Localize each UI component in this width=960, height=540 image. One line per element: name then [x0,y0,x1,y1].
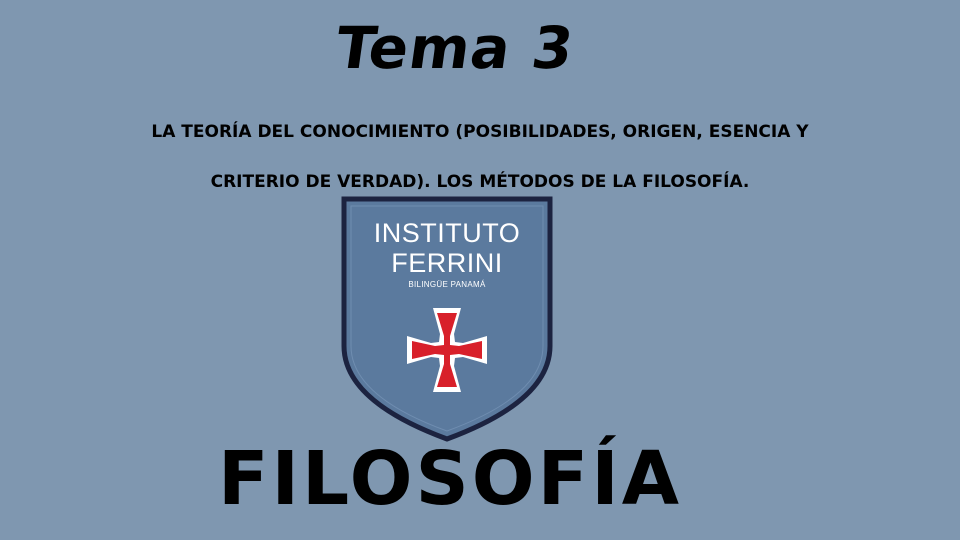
subject-title: FILOSOFÍA [217,436,683,522]
slide-title: Tema 3 [331,14,579,82]
crest-line-1: INSTITUTO [373,218,521,248]
subtitle-line-2: CRITERIO DE VERDAD). LOS MÉTODOS DE LA FILOSOFÍA. [210,172,750,192]
crest-line-3: BILINGÜE PANAMÁ [408,280,486,289]
school-crest [341,196,553,442]
crest-line-2: FERRINI [391,248,503,278]
subtitle-line-1: LA TEORÍA DEL CONOCIMIENTO (POSIBILIDADES, ORIGEN, ESENCIA Y [151,122,809,142]
